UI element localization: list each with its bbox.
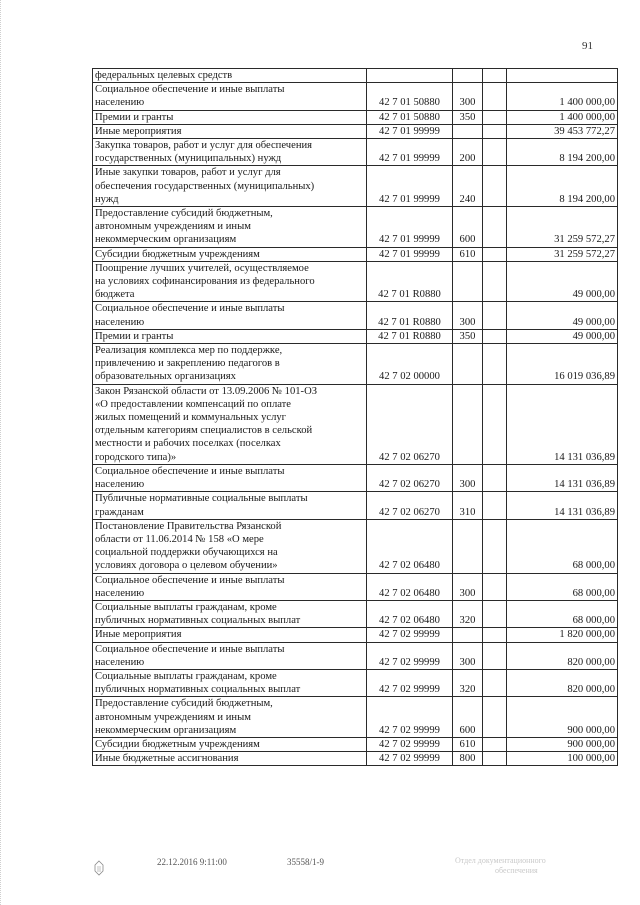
row-empty-cell xyxy=(483,110,507,124)
row-name-cell: Реализация комплекса мер по поддержке, привлечению и закреплению педагогов в образовательных организациях xyxy=(93,344,367,385)
row-name-cell: Иные мероприятия xyxy=(93,124,367,138)
row-amount-cell: 1 400 000,00 xyxy=(507,83,618,110)
page-number: 91 xyxy=(582,40,593,52)
row-empty-cell xyxy=(483,166,507,207)
row-code-cell: 42 7 02 06480 xyxy=(367,573,453,600)
row-empty-cell xyxy=(483,247,507,261)
row-empty-cell xyxy=(483,83,507,110)
row-amount-cell: 820 000,00 xyxy=(507,669,618,696)
row-amount-cell: 49 000,00 xyxy=(507,329,618,343)
row-empty-cell xyxy=(483,642,507,669)
row-empty-cell xyxy=(483,139,507,166)
row-code-cell xyxy=(367,69,453,83)
row-name-cell: Поощрение лучших учителей, осуществляемое на условиях софинансирования из федерального бюджета xyxy=(93,261,367,302)
row-empty-cell xyxy=(483,69,507,83)
row-amount-cell: 900 000,00 xyxy=(507,737,618,751)
row-amount-cell: 14 131 036,89 xyxy=(507,492,618,519)
row-code-cell: 42 7 02 06480 xyxy=(367,600,453,627)
table-row xyxy=(93,139,618,166)
table-row xyxy=(93,697,618,738)
page-footer xyxy=(0,852,640,892)
row-code-cell: 42 7 02 06270 xyxy=(367,384,453,464)
row-amount-cell: 39 453 772,27 xyxy=(507,124,618,138)
page-edge xyxy=(0,0,5,905)
footer-date: 22.12.2016 9:11:00 xyxy=(157,857,227,867)
row-expense-type-cell: 300 xyxy=(453,573,483,600)
row-name-cell: Премии и гранты xyxy=(93,329,367,343)
row-code-cell: 42 7 01 50880 xyxy=(367,110,453,124)
row-code-cell: 42 7 01 99999 xyxy=(367,166,453,207)
row-expense-type-cell: 610 xyxy=(453,737,483,751)
row-empty-cell xyxy=(483,600,507,627)
footer-stamp xyxy=(455,856,595,876)
row-code-cell: 42 7 01 99999 xyxy=(367,139,453,166)
row-amount-cell: 100 000,00 xyxy=(507,752,618,766)
row-expense-type-cell: 310 xyxy=(453,492,483,519)
row-empty-cell xyxy=(483,344,507,385)
row-name-cell: Социальное обеспечение и иные выплаты населению xyxy=(93,573,367,600)
row-amount-cell xyxy=(507,69,618,83)
row-code-cell: 42 7 01 R0880 xyxy=(367,302,453,329)
row-empty-cell xyxy=(483,697,507,738)
row-empty-cell xyxy=(483,464,507,491)
row-expense-type-cell: 300 xyxy=(453,642,483,669)
table-row xyxy=(93,519,618,573)
row-amount-cell: 1 820 000,00 xyxy=(507,628,618,642)
table-row xyxy=(93,344,618,385)
row-amount-cell: 1 400 000,00 xyxy=(507,110,618,124)
row-name-cell: Премии и гранты xyxy=(93,110,367,124)
row-amount-cell: 14 131 036,89 xyxy=(507,464,618,491)
table-row xyxy=(93,752,618,766)
row-expense-type-cell: 610 xyxy=(453,247,483,261)
row-amount-cell: 68 000,00 xyxy=(507,573,618,600)
row-expense-type-cell: 240 xyxy=(453,166,483,207)
row-code-cell: 42 7 01 99999 xyxy=(367,247,453,261)
row-expense-type-cell: 800 xyxy=(453,752,483,766)
row-expense-type-cell: 350 xyxy=(453,110,483,124)
row-empty-cell xyxy=(483,384,507,464)
row-code-cell: 42 7 02 06480 xyxy=(367,519,453,573)
row-empty-cell xyxy=(483,737,507,751)
row-expense-type-cell: 600 xyxy=(453,697,483,738)
row-expense-type-cell: 320 xyxy=(453,600,483,627)
row-expense-type-cell: 200 xyxy=(453,139,483,166)
row-expense-type-cell: 320 xyxy=(453,669,483,696)
row-empty-cell xyxy=(483,207,507,248)
row-code-cell: 42 7 02 06270 xyxy=(367,492,453,519)
table-row xyxy=(93,642,618,669)
row-empty-cell xyxy=(483,669,507,696)
row-expense-type-cell xyxy=(453,344,483,385)
table-row xyxy=(93,83,618,110)
row-code-cell: 42 7 02 99999 xyxy=(367,697,453,738)
row-expense-type-cell: 300 xyxy=(453,464,483,491)
table-row xyxy=(93,247,618,261)
row-empty-cell xyxy=(483,519,507,573)
row-amount-cell: 14 131 036,89 xyxy=(507,384,618,464)
table-row xyxy=(93,573,618,600)
row-code-cell: 42 7 02 99999 xyxy=(367,628,453,642)
row-expense-type-cell xyxy=(453,261,483,302)
row-amount-cell: 31 259 572,27 xyxy=(507,247,618,261)
table-row xyxy=(93,261,618,302)
row-expense-type-cell xyxy=(453,124,483,138)
row-expense-type-cell xyxy=(453,628,483,642)
table-row xyxy=(93,492,618,519)
table-row xyxy=(93,628,618,642)
row-amount-cell: 49 000,00 xyxy=(507,261,618,302)
table-row xyxy=(93,669,618,696)
table-row xyxy=(93,384,618,464)
table-row xyxy=(93,124,618,138)
row-expense-type-cell: 350 xyxy=(453,329,483,343)
row-name-cell: Социальное обеспечение и иные выплаты населению xyxy=(93,302,367,329)
budget-table xyxy=(92,68,618,766)
row-code-cell: 42 7 02 06270 xyxy=(367,464,453,491)
row-empty-cell xyxy=(483,261,507,302)
row-code-cell: 42 7 01 R0880 xyxy=(367,261,453,302)
row-amount-cell: 16 019 036,89 xyxy=(507,344,618,385)
row-name-cell: Социальное обеспечение и иные выплаты населению xyxy=(93,464,367,491)
row-code-cell: 42 7 02 00000 xyxy=(367,344,453,385)
row-empty-cell xyxy=(483,752,507,766)
table-row xyxy=(93,69,618,83)
table-row xyxy=(93,329,618,343)
row-amount-cell: 68 000,00 xyxy=(507,600,618,627)
row-name-cell: федеральных целевых средств xyxy=(93,69,367,83)
row-name-cell: Субсидии бюджетным учреждениям xyxy=(93,737,367,751)
row-expense-type-cell: 600 xyxy=(453,207,483,248)
row-name-cell: Социальное обеспечение и иные выплаты населению xyxy=(93,83,367,110)
row-code-cell: 42 7 01 99999 xyxy=(367,124,453,138)
row-name-cell: Постановление Правительства Рязанской области от 11.06.2014 № 158 «О мере социальной поддержки обучающихся на условиях договора о целевом обучении» xyxy=(93,519,367,573)
row-amount-cell: 8 194 200,00 xyxy=(507,139,618,166)
row-empty-cell xyxy=(483,124,507,138)
row-name-cell: Социальные выплаты гражданам, кроме публичных нормативных социальных выплат xyxy=(93,600,367,627)
row-name-cell: Социальное обеспечение и иные выплаты населению xyxy=(93,642,367,669)
footer-stamp-line2: обеспечения xyxy=(495,866,538,875)
row-expense-type-cell xyxy=(453,69,483,83)
row-empty-cell xyxy=(483,302,507,329)
row-code-cell: 42 7 02 99999 xyxy=(367,642,453,669)
row-name-cell: Иные бюджетные ассигнования xyxy=(93,752,367,766)
row-expense-type-cell: 300 xyxy=(453,302,483,329)
row-code-cell: 42 7 02 99999 xyxy=(367,752,453,766)
table-row xyxy=(93,302,618,329)
row-amount-cell: 8 194 200,00 xyxy=(507,166,618,207)
row-code-cell: 42 7 01 R0880 xyxy=(367,329,453,343)
row-name-cell: Иные мероприятия xyxy=(93,628,367,642)
emblem-icon xyxy=(93,860,105,876)
row-name-cell: Предоставление субсидий бюджетным, автономным учреждениям и иным некоммерческим организациям xyxy=(93,697,367,738)
row-name-cell: Закупка товаров, работ и услуг для обеспечения государственных (муниципальных) нужд xyxy=(93,139,367,166)
row-empty-cell xyxy=(483,573,507,600)
row-expense-type-cell xyxy=(453,519,483,573)
row-amount-cell: 900 000,00 xyxy=(507,697,618,738)
table-row xyxy=(93,464,618,491)
row-name-cell: Иные закупки товаров, работ и услуг для обеспечения государственных (муниципальных) нужд xyxy=(93,166,367,207)
table-body xyxy=(93,69,618,766)
row-empty-cell xyxy=(483,628,507,642)
row-amount-cell: 49 000,00 xyxy=(507,302,618,329)
table-row xyxy=(93,207,618,248)
row-code-cell: 42 7 01 99999 xyxy=(367,207,453,248)
table-row xyxy=(93,110,618,124)
row-code-cell: 42 7 01 50880 xyxy=(367,83,453,110)
table-row xyxy=(93,737,618,751)
row-expense-type-cell xyxy=(453,384,483,464)
row-expense-type-cell: 300 xyxy=(453,83,483,110)
table-row xyxy=(93,600,618,627)
footer-stamp-line1: Отдел документационного xyxy=(455,856,546,865)
row-name-cell: Социальные выплаты гражданам, кроме публичных нормативных социальных выплат xyxy=(93,669,367,696)
row-amount-cell: 820 000,00 xyxy=(507,642,618,669)
row-name-cell: Предоставление субсидий бюджетным, автономным учреждениям и иным некоммерческим организациям xyxy=(93,207,367,248)
row-name-cell: Субсидии бюджетным учреждениям xyxy=(93,247,367,261)
table-row xyxy=(93,166,618,207)
row-amount-cell: 68 000,00 xyxy=(507,519,618,573)
footer-document-number: 35558/1-9 xyxy=(287,857,324,867)
row-empty-cell xyxy=(483,329,507,343)
row-empty-cell xyxy=(483,492,507,519)
row-name-cell: Публичные нормативные социальные выплаты гражданам xyxy=(93,492,367,519)
row-amount-cell: 31 259 572,27 xyxy=(507,207,618,248)
row-name-cell: Закон Рязанской области от 13.09.2006 № 101-ОЗ «О предоставлении компенсаций по оплате жилых помещений и коммунальных услуг отдельным категориям специалистов в сельской местности и рабочих поселках (поселках городского типа)» xyxy=(93,384,367,464)
row-code-cell: 42 7 02 99999 xyxy=(367,669,453,696)
row-code-cell: 42 7 02 99999 xyxy=(367,737,453,751)
